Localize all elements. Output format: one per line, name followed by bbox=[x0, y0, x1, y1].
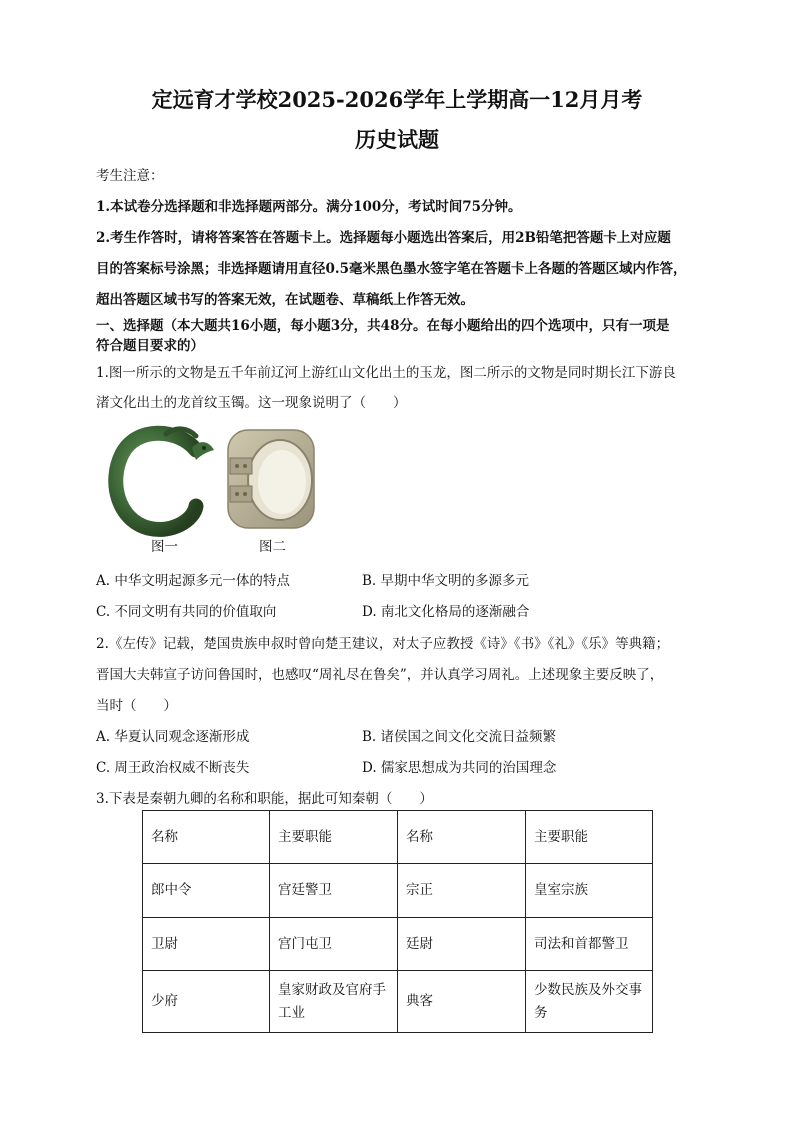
q1-option-c[interactable]: C. 不同文明有共同的价值取向 bbox=[96, 604, 277, 620]
table-header-cell: 主要职能 bbox=[526, 811, 653, 864]
notice-item-2-line-1: 2.考生作答时，请将答案答在答题卡上。选择题每小题选出答案后，用2B铅笔把答题卡上对应题 bbox=[96, 230, 671, 246]
exam-subtitle: 历史试题 bbox=[355, 127, 439, 152]
table-row bbox=[143, 971, 653, 1033]
table-cell: 郎中令 bbox=[143, 864, 270, 918]
notice-item-1: 1.本试卷分选择题和非选择题两部分。满分100分，考试时间75分钟。 bbox=[96, 199, 522, 215]
q2-option-a[interactable]: A. 华夏认同观念逐渐形成 bbox=[96, 729, 250, 745]
table-cell: 宫廷警卫 bbox=[270, 864, 398, 918]
q2-stem-line-2: 晋国大夫韩宣子访问鲁国时，也感叹“周礼尽在鲁矣”，并认真学习周礼。上述现象主要反映了， bbox=[96, 667, 664, 683]
table-cell: 少数民族及外交事务 bbox=[526, 971, 653, 1033]
q2-stem-line-3: 当时（ ） bbox=[96, 698, 177, 714]
table-cell: 宗正 bbox=[398, 864, 526, 918]
table-cell: 皇室宗族 bbox=[526, 864, 653, 918]
table-header-cell: 名称 bbox=[398, 811, 526, 864]
notice-item-2-line-2: 目的答案标号涂黑；非选择题请用直径0.5毫米黑色墨水签字笔在答题卡上各题的答题区域内作答， bbox=[96, 261, 687, 277]
q1-stem-line-2: 渚文化出土的龙首纹玉镯。这一现象说明了（ ） bbox=[96, 395, 407, 411]
table-cell: 廷尉 bbox=[398, 918, 526, 971]
q1-option-b[interactable]: B. 早期中华文明的多源多元 bbox=[362, 573, 530, 589]
section-heading-line-2: 符合题目要求的） bbox=[96, 338, 204, 354]
table-cell: 皇家财政及官府手工业 bbox=[270, 971, 398, 1033]
q2-option-d[interactable]: D. 儒家思想成为共同的治国理念 bbox=[362, 760, 557, 776]
figure-2-caption: 图二 bbox=[259, 539, 286, 555]
q2-option-c[interactable]: C. 周王政治权威不断丧失 bbox=[96, 760, 250, 776]
q3-table bbox=[142, 810, 653, 1033]
table-header-cell: 名称 bbox=[143, 811, 270, 864]
table-cell: 典客 bbox=[398, 971, 526, 1033]
table-row bbox=[143, 864, 653, 918]
notice-item-2-line-3: 超出答题区域书写的答案无效，在试题卷、草稿纸上作答无效。 bbox=[96, 292, 474, 308]
table-cell: 宫门屯卫 bbox=[270, 918, 398, 971]
q1-option-a[interactable]: A. 中华文明起源多元一体的特点 bbox=[96, 573, 290, 589]
table-header-cell: 主要职能 bbox=[270, 811, 398, 864]
table-row bbox=[143, 918, 653, 971]
q2-option-b[interactable]: B. 诸侯国之间文化交流日益频繁 bbox=[362, 729, 557, 745]
q1-option-d[interactable]: D. 南北文化格局的逐渐融合 bbox=[362, 604, 530, 620]
table-cell: 少府 bbox=[143, 971, 270, 1033]
table-header-row bbox=[143, 811, 653, 864]
exam-title: 定远育才学校2025-2026学年上学期高一12月月考 bbox=[151, 87, 643, 112]
jade-dragon-figure bbox=[96, 420, 218, 538]
q2-stem-line-1: 2.《左传》记载，楚国贵族申叔时曾向楚王建议，对太子应教授《诗》《书》《礼》《乐》等典籍； bbox=[96, 636, 670, 652]
jade-bracelet-figure bbox=[222, 422, 320, 534]
table-cell: 卫尉 bbox=[143, 918, 270, 971]
notice-heading: 考生注意： bbox=[96, 168, 164, 184]
table-cell: 司法和首都警卫 bbox=[526, 918, 653, 971]
section-heading-line-1: 一、选择题（本大题共16小题，每小题3分，共48分。在每小题给出的四个选项中，只有一项是 bbox=[96, 318, 670, 334]
q1-stem-line-1: 1.图一所示的文物是五千年前辽河上游红山文化出土的玉龙，图二所示的文物是同时期长江下游良 bbox=[96, 365, 676, 381]
q3-stem: 3.下表是秦朝九卿的名称和职能，据此可知秦朝（ ） bbox=[96, 791, 433, 807]
figure-1-caption: 图一 bbox=[151, 539, 178, 555]
